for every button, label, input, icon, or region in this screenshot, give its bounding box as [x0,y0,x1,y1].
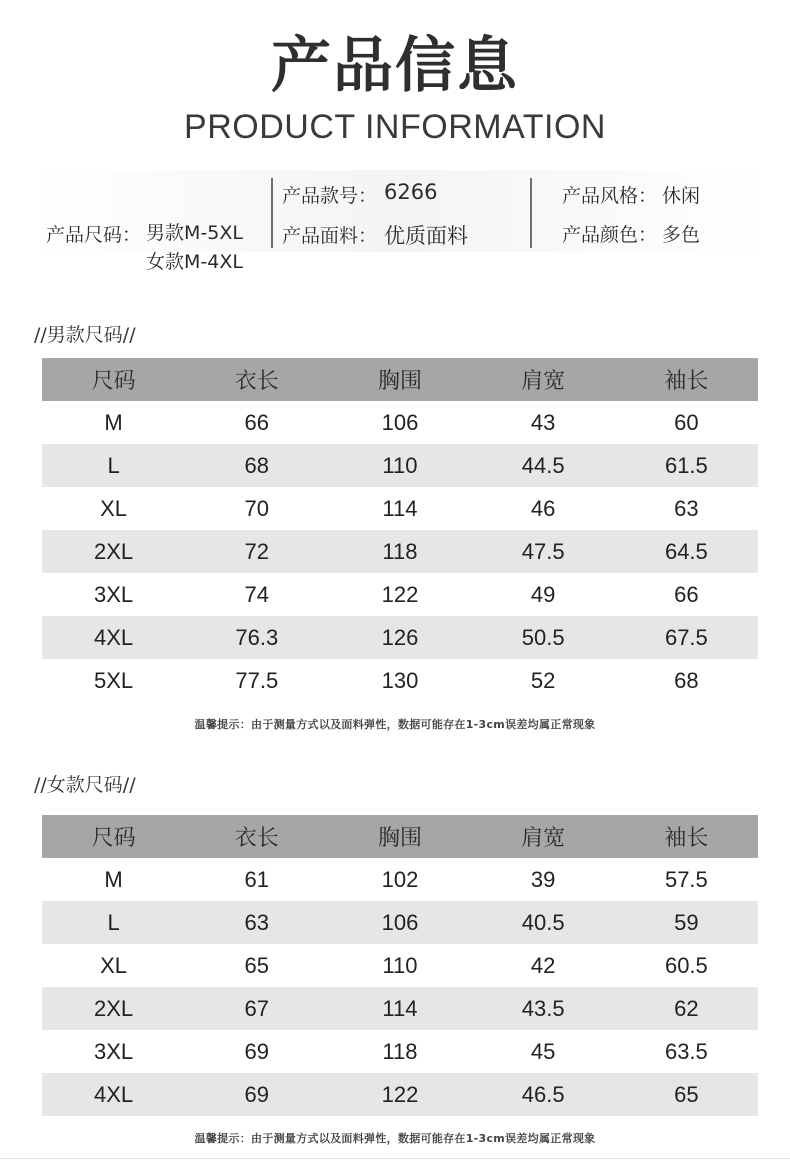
women-size-table [42,815,758,1116]
size-men-value: 男款M-5XL [146,222,243,244]
info-divider-1 [271,178,273,248]
women-section-label: //女款尺码// [34,774,136,796]
header-size: 尺码 [42,358,185,401]
cell-length: 65 [244,952,270,978]
men-section-label: //男款尺码// [34,324,136,346]
cell-sleeve: 67.5 [615,616,758,659]
cell-chest: 106 [328,901,471,944]
table-row [42,659,758,702]
info-divider-2 [530,178,532,248]
cell-size: 4XL [42,616,185,659]
table-row [42,573,758,616]
cell-sleeve: 60 [674,409,699,435]
cell-chest: 130 [381,667,419,693]
cell-length: 69 [244,1038,270,1064]
header-shoulder: 肩宽 [472,358,615,401]
cell-chest: 114 [328,987,471,1030]
color-value: 多色 [662,224,701,246]
cell-length: 66 [244,409,270,435]
cell-length: 68 [185,444,328,487]
table-row [42,1030,758,1073]
size-label: 产品尺码： [46,224,142,246]
cell-chest: 126 [328,616,471,659]
cell-size: 3XL [94,581,134,607]
men-measurement-note: 温馨提示：由于测量方式以及面料弹性，数据可能存在1-3cm误差均属正常现象 [194,718,596,731]
cell-shoulder: 49 [530,581,556,607]
cell-chest: 102 [381,866,419,892]
women-table-header [42,815,758,858]
table-row [42,987,758,1030]
table-row [42,487,758,530]
table-row [42,530,758,573]
cell-shoulder: 46.5 [472,1073,615,1116]
header-sleeve: 袖长 [615,815,758,858]
bottom-divider [0,1158,790,1159]
cell-length: 63 [185,901,328,944]
cell-length: 70 [244,495,270,521]
cell-size: L [42,901,185,944]
cell-chest: 118 [382,1038,418,1064]
cell-shoulder: 45 [530,1038,556,1064]
men-table-header [42,358,758,401]
table-row [42,858,758,901]
cell-shoulder: 43 [530,409,556,435]
cell-chest: 114 [382,495,418,521]
header-length: 衣长 [185,815,328,858]
cell-chest: 122 [328,1073,471,1116]
cell-size: 3XL [94,1038,134,1064]
model-value: 6266 [384,180,438,204]
table-row [42,444,758,487]
header-length: 衣长 [185,358,328,401]
cell-sleeve: 60.5 [664,952,708,978]
cell-shoulder: 50.5 [472,616,615,659]
product-info-panel [0,170,790,273]
cell-size: 2XL [42,987,185,1030]
header-sleeve: 袖长 [615,358,758,401]
header-size: 尺码 [42,815,185,858]
cell-chest: 110 [328,444,471,487]
cell-size: 5XL [94,667,134,693]
table-row [42,901,758,944]
cell-length: 72 [185,530,328,573]
cell-size: XL [100,495,128,521]
cell-sleeve: 63 [674,495,699,521]
cell-sleeve: 68 [674,667,699,693]
cell-sleeve: 61.5 [615,444,758,487]
cell-shoulder: 40.5 [472,901,615,944]
cell-sleeve: 64.5 [615,530,758,573]
cell-length: 69 [185,1073,328,1116]
size-women-value: 女款M-4XL [146,251,243,273]
cell-length: 74 [244,581,270,607]
cell-sleeve: 66 [674,581,699,607]
color-label: 产品颜色： [562,224,658,246]
cell-shoulder: 46 [530,495,556,521]
page-subtitle: PRODUCT INFORMATION [184,108,606,146]
model-label: 产品款号： [282,185,378,207]
cell-size: 4XL [42,1073,185,1116]
cell-size: M [104,409,123,435]
cell-chest: 118 [328,530,471,573]
cell-size: M [104,866,123,892]
cell-chest: 110 [382,952,418,978]
table-row [42,944,758,987]
women-measurement-note: 温馨提示：由于测量方式以及面料弹性，数据可能存在1-3cm误差均属正常现象 [194,1132,596,1145]
cell-size: L [42,444,185,487]
cell-chest: 106 [381,409,419,435]
cell-length: 77.5 [235,667,279,693]
page-title: 产品信息 [271,31,519,101]
cell-length: 67 [185,987,328,1030]
cell-chest: 122 [381,581,419,607]
table-row [42,1073,758,1116]
cell-shoulder: 43.5 [472,987,615,1030]
cell-shoulder: 52 [530,667,556,693]
cell-sleeve: 59 [615,901,758,944]
table-row [42,616,758,659]
header-chest: 胸围 [328,815,471,858]
cell-size: XL [100,952,128,978]
cell-sleeve: 63.5 [664,1038,708,1064]
fabric-value: 优质面料 [384,224,468,248]
cell-length: 61 [244,866,270,892]
cell-length: 76.3 [185,616,328,659]
table-row [42,401,758,444]
cell-sleeve: 65 [615,1073,758,1116]
cell-sleeve: 62 [615,987,758,1030]
header-shoulder: 肩宽 [472,815,615,858]
style-label: 产品风格： [562,185,658,207]
style-value: 休闲 [662,185,701,207]
men-size-table [42,358,758,702]
cell-shoulder: 44.5 [472,444,615,487]
cell-size: 2XL [42,530,185,573]
cell-shoulder: 47.5 [472,530,615,573]
cell-sleeve: 57.5 [664,866,708,892]
fabric-label: 产品面料： [282,225,378,247]
cell-shoulder: 39 [530,866,556,892]
header-chest: 胸围 [328,358,471,401]
cell-shoulder: 42 [530,952,556,978]
